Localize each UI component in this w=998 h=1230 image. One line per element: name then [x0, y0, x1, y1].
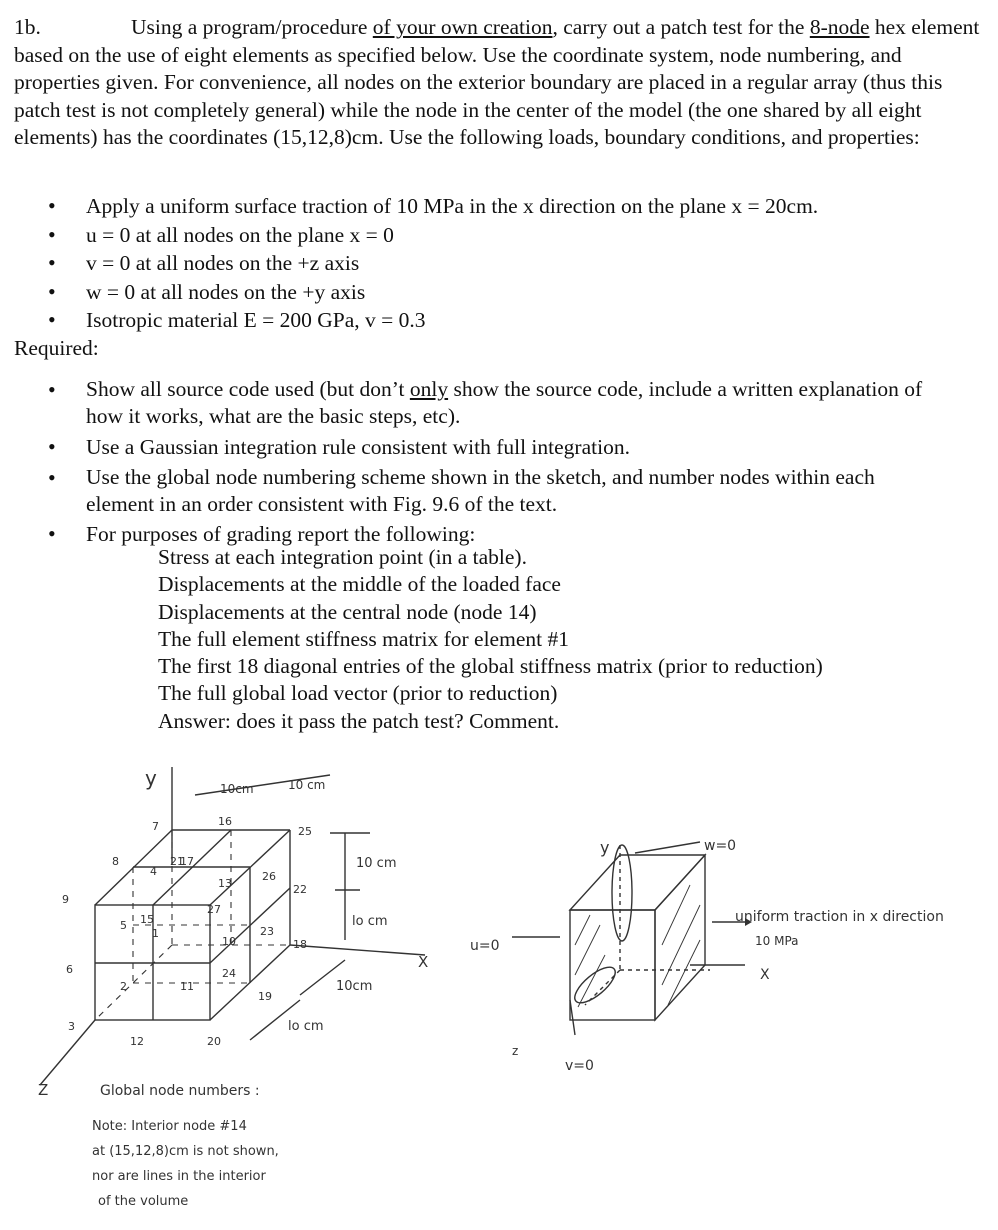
node-label: 18 — [293, 938, 307, 951]
required-item-source-code — [0, 376, 926, 430]
node-label: 25 — [298, 825, 312, 838]
node-label: 8 — [112, 855, 119, 868]
node-label: 16 — [218, 815, 232, 828]
intro-text-2: , carry out a patch test for the — [552, 15, 810, 39]
dim-right-lower: lo cm — [352, 914, 388, 929]
bc-x-label: X — [760, 967, 770, 983]
bc-front-face — [570, 910, 655, 1020]
dim-top-left: 10cm — [220, 782, 254, 796]
report-item — [0, 599, 823, 626]
report-item — [0, 653, 823, 680]
sketch-figures — [0, 745, 998, 1225]
node-label: 4 — [150, 865, 157, 878]
required-item-report: • For purposes of grading report the following: — [0, 520, 926, 549]
problem-statement — [14, 14, 989, 152]
bc-y-label: y — [600, 838, 610, 857]
traction-value: 10 MPa — [755, 934, 799, 948]
report-item — [0, 571, 823, 598]
required-item-gauss: • Use a Gaussian integration rule consistent with full integration. — [0, 433, 926, 462]
hatch — [668, 940, 700, 1005]
node-label: 26 — [262, 870, 276, 883]
required-list — [0, 376, 998, 548]
node-label: 20 — [207, 1035, 221, 1048]
dim-depth-upper: 10cm — [336, 979, 373, 994]
node-labels — [62, 815, 312, 1048]
conditions-list — [0, 192, 998, 335]
node-label: 3 — [68, 1020, 75, 1033]
condition-item: • w = 0 at all nodes on the +y axis — [0, 278, 926, 307]
problem-number: 1b. — [14, 15, 41, 39]
bc-w-leader — [635, 842, 700, 853]
required-heading: Required: — [14, 336, 99, 360]
node-label: 10 — [222, 935, 236, 948]
axis-z-label: Z — [38, 1081, 49, 1099]
report-item — [0, 626, 823, 653]
dim-depth-lower: lo cm — [288, 1019, 324, 1034]
bc-v-label: v=0 — [565, 1058, 594, 1074]
condition-item: • u = 0 at all nodes on the plane x = 0 — [0, 221, 926, 250]
caption-title: Global node numbers : — [100, 1083, 260, 1099]
node-label: 1 — [152, 927, 159, 940]
intro-underlined-own-creation: of your own creation — [372, 15, 553, 39]
report-item-text: The full element stiffness matrix for element #1 — [158, 626, 569, 651]
node-label: 15 — [140, 913, 154, 926]
axis-y-label: y — [145, 766, 157, 790]
bc-z-label: z — [512, 1044, 519, 1058]
bc-w-label: w=0 — [704, 838, 737, 854]
node-label: 2 — [120, 980, 127, 993]
bc-top-face — [570, 855, 705, 910]
required-item-numbering: • Use the global node numbering scheme shown in the sketch, and number nodes within each element in an order consistent with Fig. 9.6 of the text. — [0, 464, 926, 518]
node-label: 17 — [180, 855, 194, 868]
node-label: 9 — [62, 893, 69, 906]
report-item-text: Displacements at the middle of the loaded face — [158, 572, 561, 597]
required-item-1-underlined: only — [409, 377, 449, 401]
bc-w-zero-region — [612, 845, 632, 941]
report-item — [0, 680, 823, 707]
caption-note-line: at (15,12,8)cm is not shown, — [92, 1144, 279, 1159]
x-axis-line — [290, 945, 425, 955]
axis-x-label: X — [418, 953, 429, 971]
condition-item: • Isotropic material E = 200 GPa, v = 0.3 — [0, 306, 926, 335]
node-label: 22 — [293, 883, 307, 896]
traction-description: uniform traction in x direction — [735, 909, 944, 925]
bc-sketch — [512, 842, 745, 1035]
caption-note-line: Note: Interior node #14 — [92, 1119, 247, 1134]
intro-text-3: hex element based on the use of eight elements as specified below. Use the coordinate system, node numbering, and properties given. For convenience, all nodes on the exterior boundary are placed in a regular array (thus this patch test is not completely general) while the node in the center of the model (the one shared by all eight elements) has the coordinates (15,12,8)cm. Use the following loads, boundary conditions, and properties: — [14, 15, 980, 149]
hatch — [575, 915, 590, 945]
bc-right-face — [655, 855, 705, 1020]
node-label: 13 — [218, 877, 232, 890]
node-label: 7 — [152, 820, 159, 833]
node-label: 12 — [130, 1035, 144, 1048]
dim-right-upper: 10 cm — [356, 856, 397, 871]
hatch — [662, 885, 690, 945]
intro-text-1: Using a program/procedure — [131, 15, 373, 39]
report-item-text: Stress at each integration point (in a table). — [158, 545, 527, 569]
report-item — [0, 544, 823, 571]
hatch — [575, 925, 600, 975]
bc-v-zero-region — [569, 961, 620, 1008]
node-label: 23 — [260, 925, 274, 938]
report-item-text: Displacements at the central node (node 14) — [158, 599, 537, 624]
report-items-list — [0, 544, 823, 735]
required-item-1-text-b: show the source code, include a written explanation of how it works, what are the basic steps, etc). — [86, 377, 923, 428]
bc-v-leader — [570, 1000, 575, 1035]
dim-top-right: 10 cm — [288, 778, 326, 792]
node-label: 27 — [207, 903, 221, 916]
required-item-1-text-a: Show all source code used (but don’t — [86, 377, 410, 401]
bc-u-label: u=0 — [470, 938, 500, 954]
caption-note-line: of the volume — [98, 1194, 189, 1209]
node-label: 21 — [170, 855, 184, 868]
node-label: 6 — [66, 963, 73, 976]
node-label: 5 — [120, 919, 127, 932]
condition-item: • Apply a uniform surface traction of 10 MPa in the x direction on the plane x = 20cm. — [0, 192, 926, 221]
condition-item: • v = 0 at all nodes on the +z axis — [0, 249, 926, 278]
node-label: 11 — [180, 980, 194, 993]
report-item-text: Answer: does it pass the patch test? Comment. — [158, 708, 560, 733]
report-item — [0, 708, 823, 735]
intro-underlined-8-node: 8-node — [809, 15, 870, 39]
report-item-text: The first 18 diagonal entries of the global stiffness matrix (prior to reduction) — [158, 654, 823, 679]
node-label: 24 — [222, 967, 236, 980]
bc-labels — [470, 838, 944, 1074]
caption-note-line: nor are lines in the interior — [92, 1169, 266, 1184]
report-item-text: The full global load vector (prior to reduction) — [158, 681, 558, 706]
hatch — [662, 905, 700, 985]
node-label: 19 — [258, 990, 272, 1003]
